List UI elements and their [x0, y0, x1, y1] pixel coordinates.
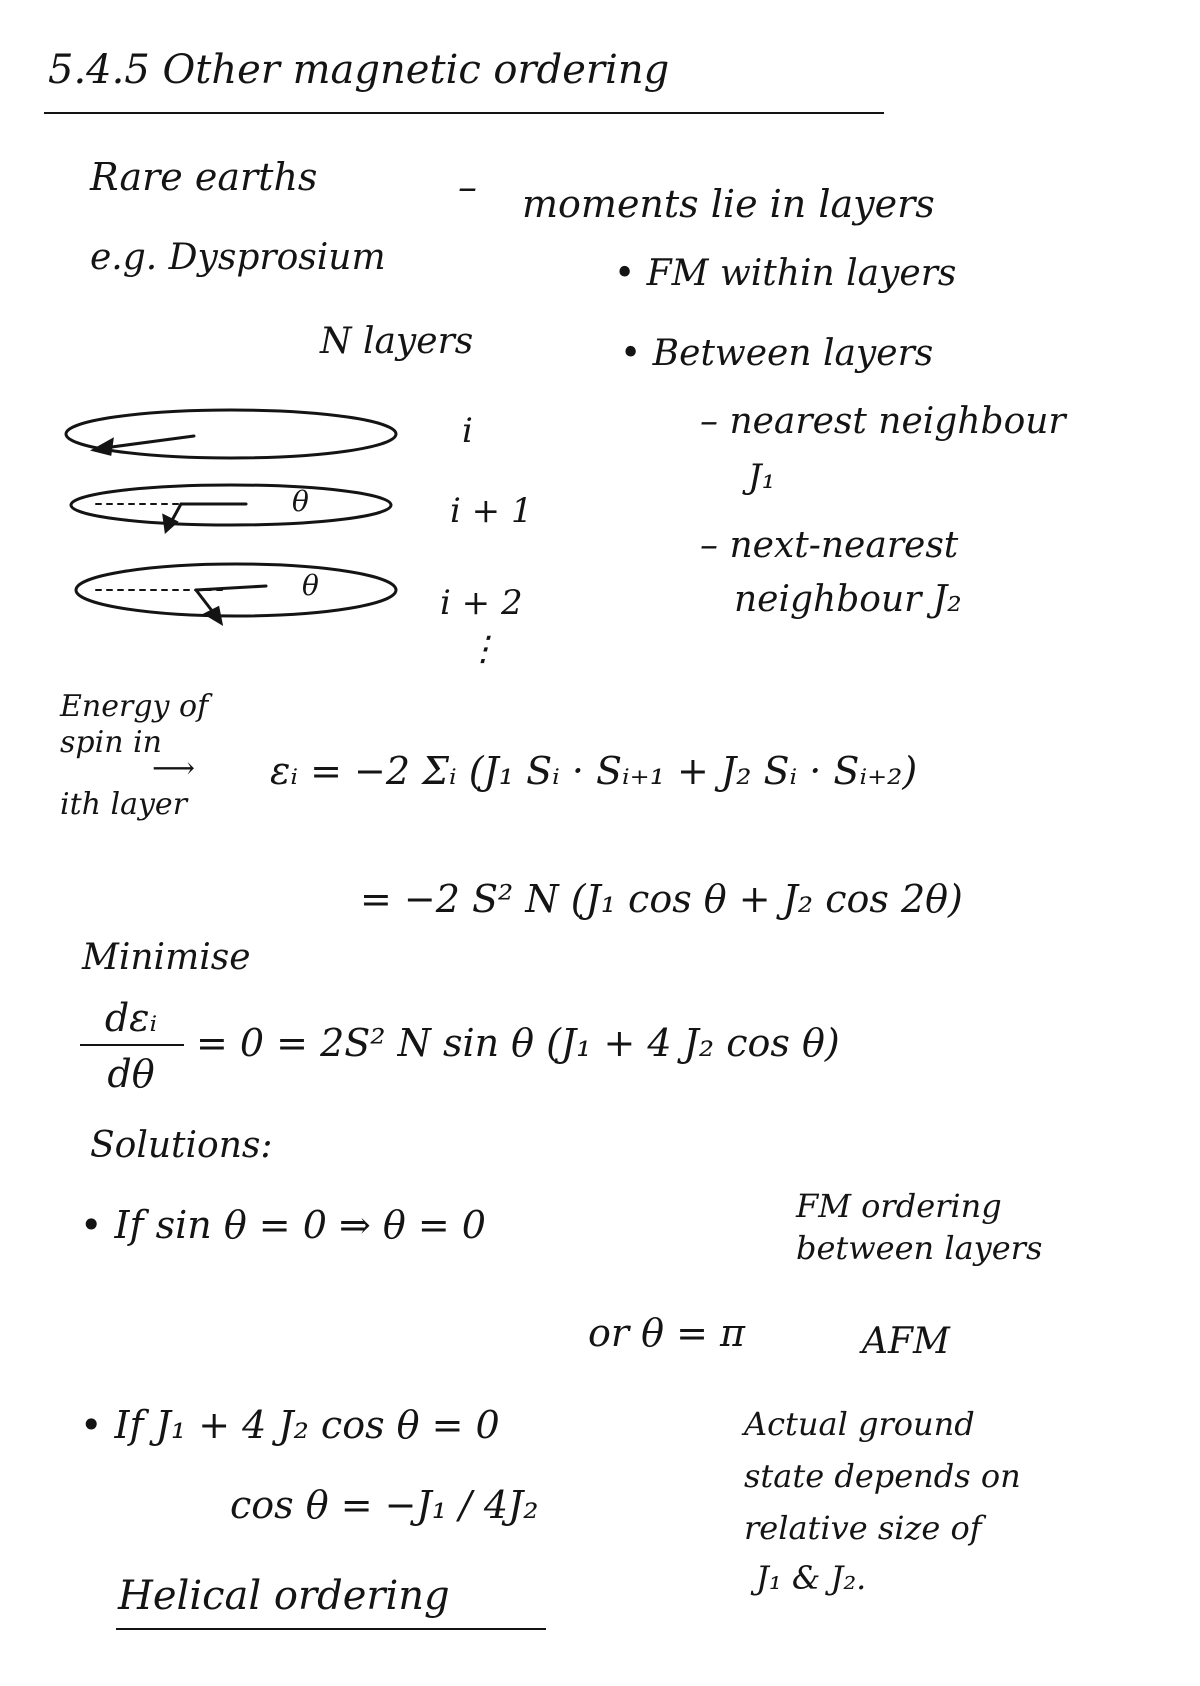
- layer-i-arrowhead: [94, 440, 112, 454]
- layer-i-ellipse: [66, 410, 396, 458]
- case1-condition: • If sin θ = 0 ⇒ θ = 0: [80, 1203, 486, 1247]
- case2-note-line3: relative size of: [744, 1509, 982, 1547]
- section-heading: 5.4.5 Other magnetic ordering: [48, 47, 670, 93]
- n-layers-text: N layers: [320, 321, 474, 362]
- derivative-denominator: dθ: [107, 1052, 155, 1096]
- layer-i2-angle-line: [196, 586, 266, 590]
- layer-i-moment-arrow: [104, 436, 194, 448]
- neighbour-j2-text: neighbour J₂: [734, 579, 962, 620]
- layer-i2-theta: θ: [302, 569, 319, 602]
- next-nearest-text: – next-nearest: [700, 525, 959, 566]
- case1-or-pi: or θ = π: [588, 1311, 745, 1355]
- moments-text: moments lie in layers: [522, 182, 935, 226]
- minimise-equation: = 0 = 2S² N sin θ (J₁ + 4 J₂ cos θ): [196, 1021, 840, 1065]
- case1-note-line1: FM ordering: [796, 1187, 1002, 1225]
- example-text: e.g. Dysprosium: [90, 237, 386, 278]
- case2-cos-result: cos θ = −J₁ / 4J₂: [230, 1483, 539, 1527]
- layer-label-continue: ⋮: [466, 629, 500, 669]
- between-layers-text: • Between layers: [620, 333, 934, 374]
- energy-label-line1: Energy of: [60, 689, 209, 724]
- layer-label-i2: i + 2: [440, 583, 523, 623]
- derivative-numerator: dεᵢ: [104, 996, 158, 1040]
- case2-condition: • If J₁ + 4 J₂ cos θ = 0: [80, 1403, 500, 1447]
- fm-within-layers-text: • FM within layers: [614, 253, 957, 294]
- helical-ordering-label: Helical ordering: [118, 1573, 450, 1619]
- case2-note-line4: J₁ & J₂.: [756, 1559, 867, 1597]
- solutions-label: Solutions:: [90, 1125, 273, 1166]
- minimise-label: Minimise: [82, 937, 251, 978]
- layer-i1-theta: θ: [292, 485, 309, 518]
- energy-pointer-arrow-icon: ⟶: [152, 751, 196, 786]
- case2-note-line2: state depends on: [744, 1457, 1021, 1495]
- case1-afm: AFM: [862, 1321, 950, 1362]
- case1-note-line2: between layers: [796, 1229, 1043, 1267]
- energy-equation: εᵢ = −2 Σᵢ (J₁ Sᵢ · Sᵢ₊₁ + J₂ Sᵢ · Sᵢ₊₂): [270, 749, 918, 793]
- layer-label-i1: i + 1: [450, 491, 533, 531]
- heading-underline: [44, 112, 884, 114]
- case2-note-line1: Actual ground: [744, 1405, 975, 1443]
- layer-i2-arrowhead: [206, 608, 221, 623]
- derivative-fraction-bar: [80, 1044, 184, 1046]
- intro-dash: –: [458, 165, 477, 209]
- energy-label-line3: ith layer: [60, 787, 188, 822]
- j1-label: J₁: [748, 457, 776, 497]
- helical-underline: [116, 1628, 546, 1630]
- layer-label-i: i: [462, 411, 473, 451]
- rare-earths-label: Rare earths: [90, 155, 318, 199]
- energy-label-line2: spin in: [60, 725, 162, 760]
- nearest-neighbour-text: – nearest neighbour: [700, 401, 1066, 442]
- layer-sketch: [56, 404, 416, 604]
- energy-equation-cos: = −2 S² N (J₁ cos θ + J₂ cos 2θ): [360, 877, 963, 921]
